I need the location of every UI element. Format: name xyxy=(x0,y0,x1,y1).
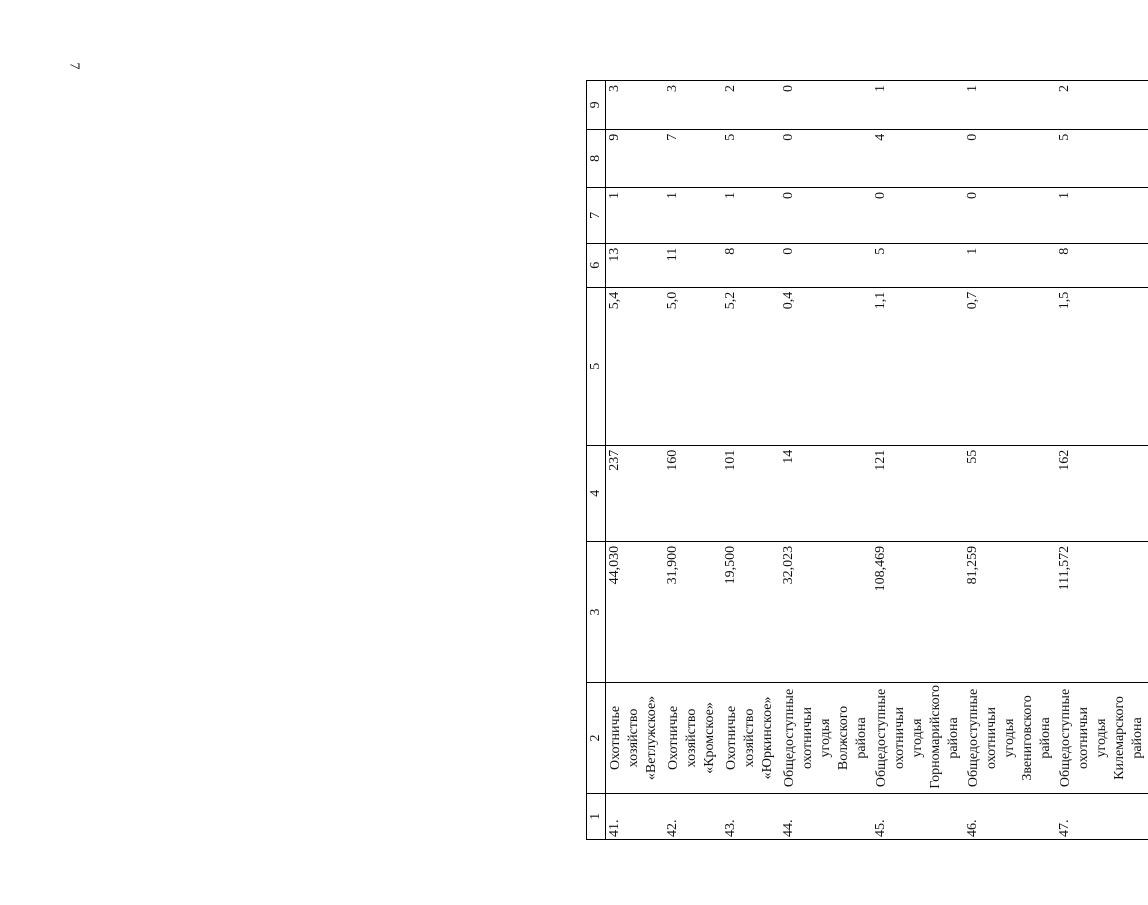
value-cell: 1,5 xyxy=(1056,287,1148,445)
row-number-cell: 46. xyxy=(964,793,1056,839)
hunting-ground-name-cell: Общедоступные охотничьи угодья Волжского района xyxy=(780,683,872,793)
hunting-ground-name-cell: Охотничье хозяйство «Ветлужское» xyxy=(606,683,665,793)
row-number-cell: 45. xyxy=(872,793,964,839)
value-cell: 1 xyxy=(664,187,722,243)
value-cell: 1 xyxy=(872,81,964,130)
column-header: 7 xyxy=(587,187,606,243)
value-cell: 11 xyxy=(664,243,722,287)
value-cell: 1 xyxy=(1056,187,1148,243)
page-number: 7 xyxy=(66,62,82,70)
table-header-row xyxy=(587,81,606,840)
value-cell: 1 xyxy=(722,187,780,243)
value-cell: 9 xyxy=(606,129,665,187)
value-cell: 1,1 xyxy=(872,287,964,445)
column-header: 8 xyxy=(587,129,606,187)
column-header: 5 xyxy=(587,287,606,445)
hunting-ground-name-cell: Охотничье хозяйство «Юркинское» xyxy=(722,683,780,793)
table-body xyxy=(606,81,1148,840)
value-cell: 31,900 xyxy=(664,541,722,682)
value-cell: 108,469 xyxy=(872,541,964,682)
column-header: 1 xyxy=(587,793,606,839)
value-cell: 160 xyxy=(664,445,722,541)
row-number-cell: 44. xyxy=(780,793,872,839)
value-cell: 0 xyxy=(780,187,872,243)
value-cell: 237 xyxy=(606,445,665,541)
row-number-cell: 41. xyxy=(606,793,665,839)
value-cell: 5 xyxy=(722,129,780,187)
table-row xyxy=(964,81,1056,840)
column-header: 9 xyxy=(587,81,606,130)
value-cell: 3 xyxy=(606,81,665,130)
value-cell: 0 xyxy=(780,129,872,187)
value-cell: 0 xyxy=(780,243,872,287)
column-header: 3 xyxy=(587,541,606,682)
value-cell: 3 xyxy=(664,81,722,130)
value-cell: 0 xyxy=(872,187,964,243)
value-cell: 5,4 xyxy=(606,287,665,445)
value-cell: 162 xyxy=(1056,445,1148,541)
row-number-cell: 47. xyxy=(1056,793,1148,839)
table-row xyxy=(1056,81,1148,840)
value-cell: 0,7 xyxy=(964,287,1056,445)
row-number-cell: 43. xyxy=(722,793,780,839)
value-cell: 111,572 xyxy=(1056,541,1148,682)
value-cell: 1 xyxy=(606,187,665,243)
value-cell: 1 xyxy=(964,243,1056,287)
value-cell: 8 xyxy=(722,243,780,287)
value-cell: 7 xyxy=(664,129,722,187)
value-cell: 14 xyxy=(780,445,872,541)
value-cell: 4 xyxy=(872,129,964,187)
value-cell: 0,4 xyxy=(780,287,872,445)
table-row xyxy=(780,81,872,840)
hunting-ground-name-cell: Охотничье хозяйство «Кромское» xyxy=(664,683,722,793)
value-cell: 19,500 xyxy=(722,541,780,682)
table-row xyxy=(872,81,964,840)
value-cell: 121 xyxy=(872,445,964,541)
value-cell: 13 xyxy=(606,243,665,287)
value-cell: 0 xyxy=(780,81,872,130)
value-cell: 2 xyxy=(1056,81,1148,130)
value-cell: 5,2 xyxy=(722,287,780,445)
column-header: 2 xyxy=(587,683,606,793)
row-number-cell: 42. xyxy=(664,793,722,839)
value-cell: 55 xyxy=(964,445,1056,541)
value-cell: 1 xyxy=(964,81,1056,130)
hunting-grounds-table xyxy=(586,80,1148,840)
table-row xyxy=(664,81,722,840)
column-header: 4 xyxy=(587,445,606,541)
value-cell: 5 xyxy=(872,243,964,287)
column-header: 6 xyxy=(587,243,606,287)
table-row xyxy=(722,81,780,840)
value-cell: 2 xyxy=(722,81,780,130)
value-cell: 32,023 xyxy=(780,541,872,682)
value-cell: 44,030 xyxy=(606,541,665,682)
value-cell: 5,0 xyxy=(664,287,722,445)
rotated-table-container xyxy=(586,80,1145,840)
value-cell: 5 xyxy=(1056,129,1148,187)
value-cell: 101 xyxy=(722,445,780,541)
hunting-ground-name-cell: Общедоступные охотничьи угодья Звениговского района xyxy=(964,683,1056,793)
value-cell: 8 xyxy=(1056,243,1148,287)
value-cell: 0 xyxy=(964,187,1056,243)
hunting-ground-name-cell: Общедоступные охотничьи угодья Горномарийского района xyxy=(872,683,964,793)
table-row xyxy=(606,81,665,840)
value-cell: 0 xyxy=(964,129,1056,187)
hunting-ground-name-cell: Общедоступные охотничьи угодья Килемарского района xyxy=(1056,683,1148,793)
value-cell: 81,259 xyxy=(964,541,1056,682)
